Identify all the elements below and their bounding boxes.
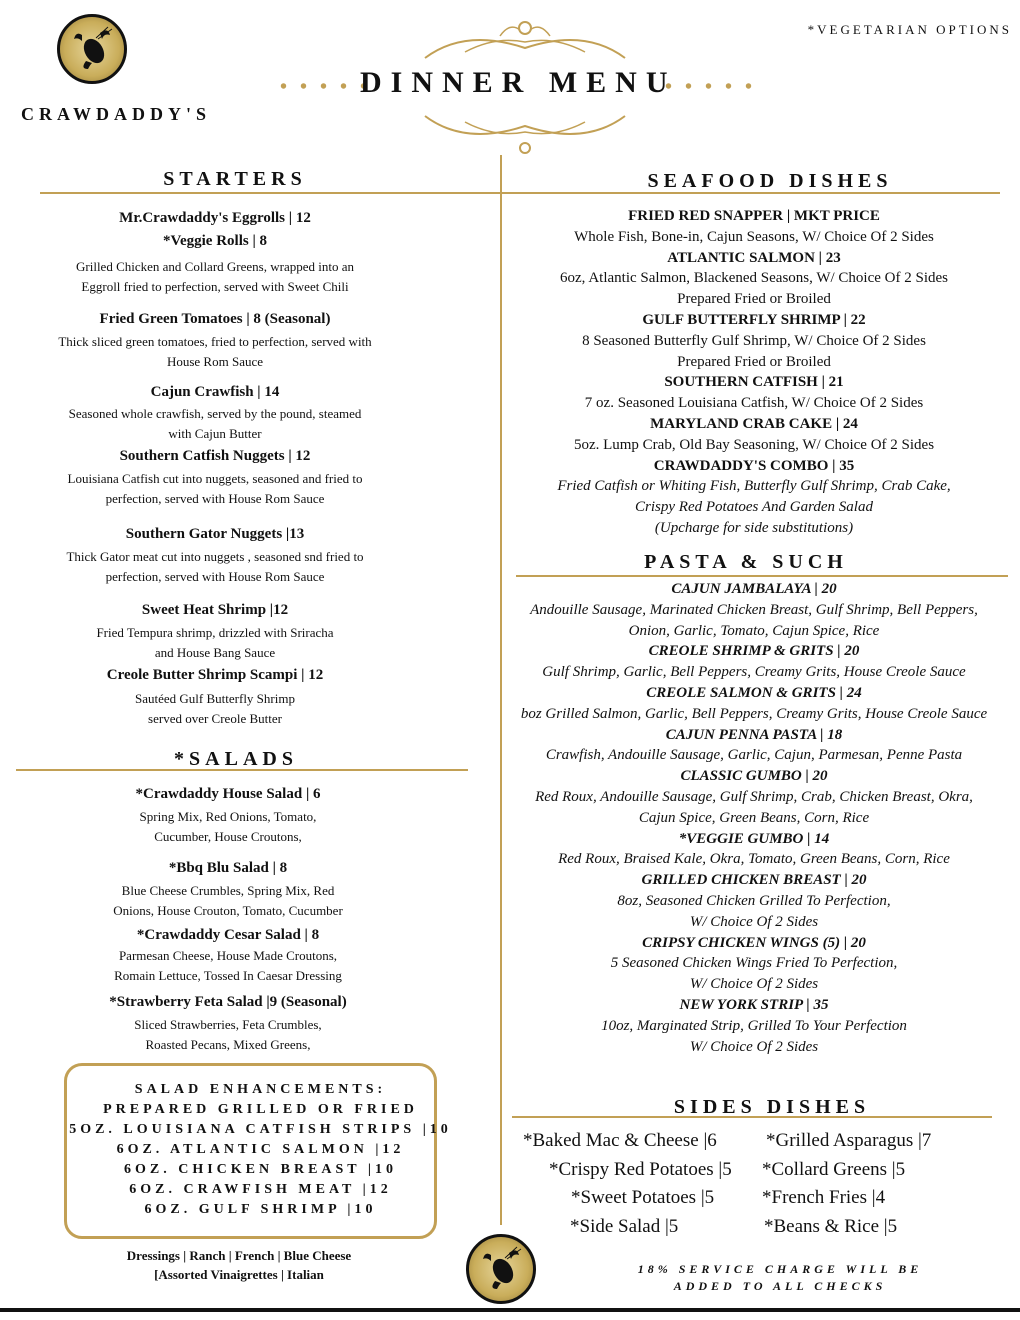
salads-heading: *SALADS [174, 748, 298, 770]
title-dots-right: • • • • • [665, 76, 757, 98]
starters-heading: STARTERS [163, 168, 307, 190]
starter-name: *Veggie Rolls | 8 [163, 233, 267, 249]
dressings-line: [Assorted Vinaigrettes | Italian [154, 1267, 324, 1282]
seafood-item-name: FRIED RED SNAPPER | MKT PRICE [628, 208, 880, 224]
pasta-item-name: CLASSIC GUMBO | 20 [680, 768, 828, 785]
salad-desc: Roasted Pecans, Mixed Greens, [145, 1037, 311, 1052]
pasta-heading: PASTA & SUCH [644, 551, 848, 573]
side-item: *Side Salad |5 [570, 1215, 679, 1237]
center-divider [500, 155, 502, 1225]
salads-list [28, 784, 428, 1055]
starter-name: Sweet Heat Shrimp |12 [141, 602, 289, 618]
pasta-item-desc: Gulf Shrimp, Garlic, Bell Peppers, Creamy Grits, House Creole Sauce [542, 664, 966, 681]
seafood-item-desc: Prepared Fried or Broiled [677, 291, 831, 308]
salad-name: *Crawdaddy House Salad | 6 [135, 786, 321, 802]
starter-name: Mr.Crawdaddy's Eggrolls | 12 [119, 210, 311, 226]
seafood-heading: SEAFOOD DISHES [647, 170, 893, 192]
seafood-item-desc: 5oz. Lump Crab, Old Bay Seasoning, W/ Choice Of 2 Sides [573, 436, 935, 453]
enhancement-line: 6OZ. GULF SHRIMP |10 [144, 1202, 377, 1217]
dressings-line: Dressings | Ranch | French | Blue Cheese [126, 1248, 352, 1263]
starter-desc: with Cajun Butter [168, 426, 262, 441]
starter-desc: Fried Tempura shrimp, drizzled with Sriracha [96, 625, 334, 640]
seafood-item-name: SOUTHERN CATFISH | 21 [664, 374, 844, 391]
enhancements-list [64, 1080, 457, 1220]
starter-desc: Eggroll fried to perfection, served with Sweet Chili [81, 279, 349, 294]
seafood-item-name: MARYLAND CRAB CAKE | 24 [650, 415, 858, 432]
seafood-item-desc: 7 oz. Seasoned Louisiana Catfish, W/ Choice Of 2 Sides [584, 395, 924, 412]
seafood-item-desc: Fried Catfish or Whiting Fish, Butterfly Gulf Shrimp, Crab Cake, [557, 478, 951, 495]
enhancement-line: 5OZ. LOUISIANA CATFISH STRIPS |10 [69, 1122, 452, 1137]
starter-desc: Grilled Chicken and Collard Greens, wrapped into an [76, 259, 354, 274]
salad-desc: Parmesan Cheese, House Made Croutons, [118, 948, 338, 963]
starter-name: Creole Butter Shrimp Scampi | 12 [106, 667, 324, 683]
pasta-item-name: *VEGGIE GUMBO | 14 [678, 830, 830, 847]
seafood-item-name: GULF BUTTERFLY SHRIMP | 22 [642, 311, 866, 328]
salad-name: *Bbq Blu Salad | 8 [168, 860, 288, 876]
top-flourish-icon [405, 18, 645, 62]
pasta-item-desc: Onion, Garlic, Tomato, Cajun Spice, Rice [628, 622, 880, 639]
starters-list [15, 208, 415, 729]
starter-desc: House Rom Sauce [166, 354, 264, 369]
starter-desc: perfection, served with House Rom Sauce [105, 569, 325, 584]
pasta-item-desc: Crawfish, Andouille Sausage, Garlic, Cajun, Parmesan, Penne Pasta [545, 747, 963, 764]
starter-name: Southern Catfish Nuggets | 12 [119, 448, 311, 464]
brand-name: CRAWDADDY'S [21, 104, 212, 124]
seafood-item-desc: Crispy Red Potatoes And Garden Salad [635, 499, 873, 516]
seafood-item-desc: (Upcharge for side substitutions) [654, 519, 854, 536]
logo-bottom [466, 1234, 536, 1304]
sides-left [515, 1127, 755, 1241]
page-title: DINNER MENU [360, 66, 677, 99]
starters-rule [40, 192, 500, 194]
pasta-item-desc: Cajun Spice, Green Beans, Corn, Rice [638, 809, 870, 826]
salad-desc: Blue Cheese Crumbles, Spring Mix, Red [121, 883, 335, 898]
pasta-list [508, 579, 1000, 1057]
pasta-item-name: GRILLED CHICKEN BREAST | 20 [641, 872, 867, 889]
starter-desc: Thick Gator meat cut into nuggets , seasoned snd fried to [66, 549, 364, 564]
salad-desc: Sliced Strawberries, Feta Crumbles, [134, 1017, 322, 1032]
starter-desc: Louisiana Catfish cut into nuggets, seasoned and fried to [67, 471, 363, 486]
enhancement-line: 6OZ. CHICKEN BREAST |10 [124, 1162, 397, 1177]
seafood-item-desc: 6oz, Atlantic Salmon, Blackened Seasons, W/ Choice Of 2 Sides [560, 270, 948, 287]
seafood-item-desc: Whole Fish, Bone-in, Cajun Seasons, W/ Choice Of 2 Sides [574, 228, 934, 245]
service-line: 18% SERVICE CHARGE WILL BE [637, 1262, 923, 1276]
pasta-item-desc: 8oz, Seasoned Chicken Grilled To Perfection, [617, 892, 891, 909]
seafood-item-desc: Prepared Fried or Broiled [677, 353, 831, 370]
pasta-item-name: CREOLE SHRIMP & GRITS | 20 [648, 643, 860, 660]
starter-name: Cajun Crawfish | 14 [150, 384, 280, 400]
title-dots-left: • • • • • [280, 76, 372, 98]
salad-name: *Strawberry Feta Salad |9 (Seasonal) [109, 994, 347, 1010]
seafood-item-name: CRAWDADDY'S COMBO | 35 [653, 457, 855, 474]
service-line: ADDED TO ALL CHECKS [673, 1279, 887, 1293]
salad-name: *Crawdaddy Cesar Salad | 8 [136, 927, 320, 943]
vegetarian-note: *VEGETARIAN OPTIONS [807, 22, 1012, 37]
side-item: *Sweet Potatoes |5 [571, 1187, 715, 1208]
pasta-item-desc: W/ Choice Of 2 Sides [689, 913, 819, 930]
side-item: *Crispy Red Potatoes |5 [549, 1158, 732, 1180]
salad-desc: Cucumber, House Croutons, [154, 829, 302, 844]
service-charge-note [630, 1261, 930, 1295]
pasta-item-name: CAJUN JAMBALAYA | 20 [671, 581, 837, 597]
logo [57, 14, 127, 84]
enhancement-line: 6OZ. CRAWFISH MEAT |12 [129, 1182, 392, 1197]
starter-desc: and House Bang Sauce [154, 645, 276, 660]
crawfish-icon [477, 1245, 525, 1293]
enhancement-line: PREPARED GRILLED OR FRIED [103, 1102, 418, 1117]
enhancement-line: SALAD ENHANCEMENTS: [134, 1082, 387, 1097]
enhancement-line: 6OZ. ATLANTIC SALMON |12 [116, 1142, 405, 1157]
pasta-item-name: CREOLE SALMON & GRITS | 24 [646, 684, 862, 701]
pasta-rule [516, 575, 1008, 577]
pasta-item-desc: Red Roux, Braised Kale, Okra, Tomato, Green Beans, Corn, Rice [558, 851, 950, 868]
seafood-item-desc: 8 Seasoned Butterfly Gulf Shrimp, W/ Choice Of 2 Sides [582, 332, 926, 349]
salad-desc: Onions, House Crouton, Tomato, Cucumber [113, 903, 343, 918]
pasta-item-name: NEW YORK STRIP | 35 [679, 996, 829, 1013]
seafood-list [508, 206, 1000, 539]
starter-desc: perfection, served with House Rom Sauce [105, 491, 325, 506]
starter-desc: served over Creole Butter [148, 711, 282, 726]
crawfish-icon [68, 25, 116, 73]
sides-right [760, 1127, 1010, 1241]
pasta-item-name: CRIPSY CHICKEN WINGS (5) | 20 [642, 934, 866, 951]
pasta-item-desc: W/ Choice Of 2 Sides [689, 1038, 819, 1055]
bottom-flourish-icon [405, 112, 645, 156]
pasta-item-desc: 10oz, Marginated Strip, Grilled To Your Perfection [601, 1017, 907, 1034]
pasta-item-desc: W/ Choice Of 2 Sides [689, 976, 819, 993]
salad-desc: Spring Mix, Red Onions, Tomato, [139, 809, 317, 824]
seafood-item-name: ATLANTIC SALMON | 23 [667, 249, 841, 266]
starter-desc: Sautéed Gulf Butterfly Shrimp [135, 691, 295, 706]
salad-desc: Romain Lettuce, Tossed In Caesar Dressing [114, 968, 342, 983]
starter-name: Fried Green Tomatoes | 8 (Seasonal) [99, 311, 331, 327]
dressings [100, 1246, 378, 1284]
pasta-item-desc: Andouille Sausage, Marinated Chicken Breast, Gulf Shrimp, Bell Peppers, [530, 601, 978, 618]
side-item: *Baked Mac & Cheese |6 [523, 1130, 717, 1151]
bottom-bar [0, 1308, 1020, 1312]
side-item: *Collard Greens |5 [762, 1158, 906, 1180]
side-item: *Grilled Asparagus |7 [766, 1130, 932, 1151]
sides-heading: SIDES DISHES [673, 1096, 871, 1118]
pasta-item-desc: 5 Seasoned Chicken Wings Fried To Perfection, [610, 955, 898, 972]
starter-desc: Seasoned whole crawfish, served by the pound, steamed [68, 406, 362, 421]
side-item: *Beans & Rice |5 [764, 1215, 898, 1237]
pasta-item-name: CAJUN PENNA PASTA | 18 [665, 726, 843, 743]
starter-name: Southern Gator Nuggets |13 [125, 526, 305, 542]
side-item: *French Fries |4 [762, 1187, 886, 1208]
starter-desc: Thick sliced green tomatoes, fried to perfection, served with [58, 334, 372, 349]
pasta-item-desc: boz Grilled Salmon, Garlic, Bell Peppers, Creamy Grits, House Creole Sauce [520, 705, 988, 722]
pasta-item-desc: Red Roux, Andouille Sausage, Gulf Shrimp, Crab, Chicken Breast, Okra, [535, 788, 973, 805]
